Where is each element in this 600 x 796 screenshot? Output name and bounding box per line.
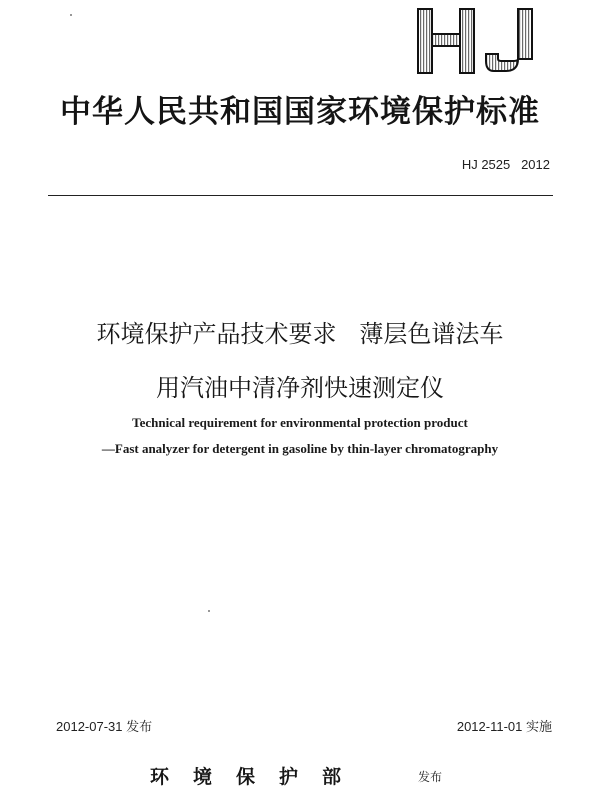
- scan-speck: [208, 610, 210, 612]
- scan-speck: [70, 14, 72, 16]
- hj-logo-graphic: [414, 6, 554, 76]
- chinese-title-line-2: 用汽油中清净剂快速测定仪: [156, 374, 444, 402]
- hj-logo: [414, 6, 554, 76]
- standard-number: HJ 2525 2012: [461, 157, 550, 172]
- chinese-title-line-1: 环境保护产品技术要求 薄层色谱法车: [96, 320, 504, 348]
- national-standard-title: 中华人民共和国国家环境保护标准: [60, 94, 540, 130]
- english-title-line-2: —Fast analyzer for detergent in gasoline by thin-layer chromatography: [101, 441, 499, 456]
- issue-date: 2012-07-31 发布: [56, 719, 153, 734]
- implementation-date: 2012-11-01 实施: [456, 719, 552, 734]
- publisher-suffix: 发布: [418, 770, 443, 784]
- english-title-line-1: Technical requirement for environmental protection product: [132, 415, 468, 430]
- publisher-name: 环境保护部: [150, 766, 366, 788]
- header-divider: [48, 195, 553, 196]
